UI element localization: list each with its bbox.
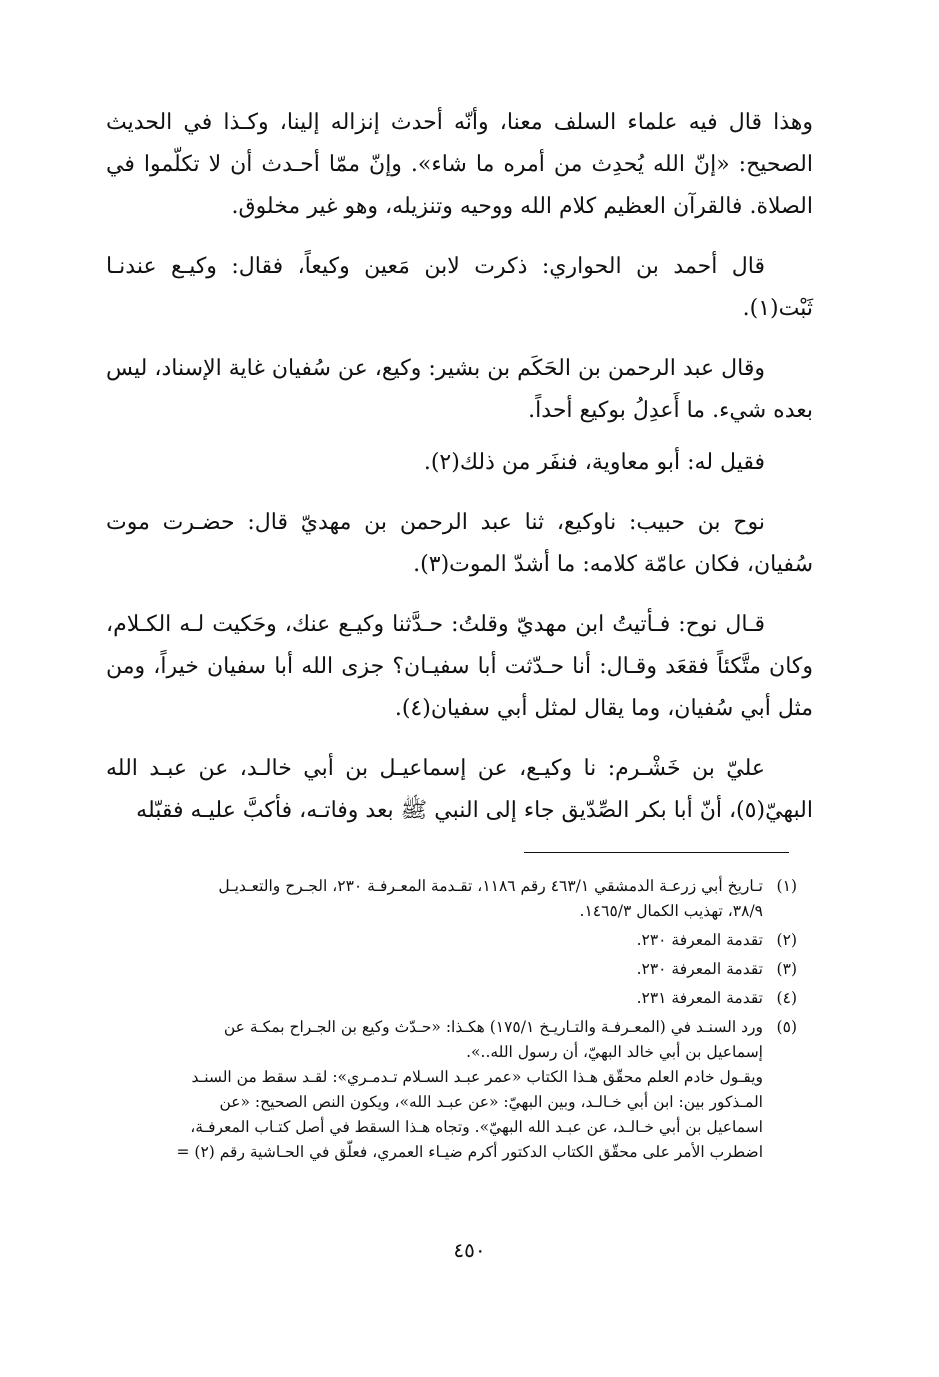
footnotes	[101, 874, 797, 1169]
footnote-line: ٣٨/٩، تهذيب الكمال ١٤٦٥/٣.	[579, 902, 763, 920]
footnote-number: (٤)	[776, 989, 797, 1007]
main-text	[106, 102, 813, 842]
footnote-line: تقدمة المعرفة ٢٣٠.	[636, 931, 763, 949]
footnote-5	[101, 1015, 797, 1165]
paragraph-7: عليّ بن خَشْـرم: نا وكيـع، عن إسماعيـل بن أبي خالـد، عن عبـد الله البهيّ(٥)، أنّ أبا بكر الصِّدّيق جاء إلى النبي ﷺ بعد وفاتـه، فأكبَّ عليـه فقبّله	[106, 756, 813, 823]
paragraph-6: قـال نوح: فـأتيتُ ابن مهديّ وقلتُ: حـدَّثنا وكيـع عنك، وحَكيت لـه الكـلام، وكان متَّكئاً فقعَد وقـال: أنا حـدّثت أبا سفيـان؟ جزى الله أبا سفيان خيراً، ومن مثل أبي سُفيان، وما يقال لمثل أبي سفيان(٤).	[106, 612, 813, 721]
footnote-2	[101, 928, 797, 953]
footnote-text	[101, 928, 763, 953]
footnote-line: المـذكور بين: ابن أبي خـالـد، وبين البهيّ: «عن عبـد الله»، ويكون النص الصحيح: «عن	[219, 1093, 763, 1111]
footnote-number: (٥)	[776, 1018, 797, 1036]
page-number: ٤٥٠	[453, 1238, 486, 1262]
footnote-1	[101, 874, 797, 924]
footnote-line: تقدمة المعرفة ٢٣٠.	[636, 960, 763, 978]
footnote-line: تـاريخ أبي زرعـة الدمشقي ٤٦٣/١ رقم ١١٨٦، تقـدمة المعـرفـة ٢٣٠، الجـرح والتعـديـل	[218, 877, 763, 895]
footnote-3	[101, 957, 797, 982]
paragraph-4: فقيل له: أبو معاوية، فنفَر من ذلك(٢).	[423, 450, 765, 475]
paragraph-5: نوح بن حبيب: ناوكيع، ثنا عبد الرحمن بن مهديّ قال: حضـرت موت سُفيان، فكان عامّة كلامه: ما أشدّ الموت(٣).	[106, 510, 813, 577]
footnote-line: اضطرب الأمر على محقّق الكتاب الدكتور أكرم ضيـاء العمري، فعلّق في الحـاشية رقم (٢) =	[176, 1143, 763, 1161]
footnote-number: (١)	[776, 877, 797, 895]
paragraph-1: وهذا قال فيه علماء السلف معنا، وأنّه أحدث إنزاله إلينا، وكـذا في الحديث الصحيح: «إنّ الله يُحدِث من أمره ما شاء». وإنّ ممّا أحـدث أن لا تكلّموا في الصلاة. فالقرآن العظيم كلام الله ووحيه وتنزيله، وهو غير مخلوق.	[106, 110, 813, 219]
footnote-text	[101, 1015, 763, 1165]
footnote-text	[101, 874, 763, 924]
footnote-line: ويقـول خادم العلم محقّق هـذا الكتاب «عمر عبـد السـلام تـدمـري»: لقـد سقط من السنـد	[191, 1068, 763, 1086]
paragraph-2: قال أحمد بن الحواري: ذكرت لابن مَعين وكيعاً، فقال: وكيـع عندنـا ثَبْت(١).	[106, 254, 813, 321]
footnote-line: ورد السنـد في (المعـرفـة والتـاريـخ ١٧٥/١) هكـذا: «حـدّث وكيع بن الجـراح بمكـة عن	[223, 1018, 763, 1036]
footnote-separator	[524, 852, 789, 853]
footnote-line: اسماعيل بن أبي خـالـد، عن عبـد الله البهيّ». وتجاه هـذا السقط في أصل كتـاب المعرفـة،	[190, 1118, 763, 1136]
footnote-line: تقدمة المعرفة ٢٣١.	[636, 989, 763, 1007]
paragraph-3: وقال عبد الرحمن بن الحَكَم بن بشير: وكيع، عن سُفيان غاية الإسناد، ليس بعده شيء. ما أَعدِلُ بوكيع أحداً.	[106, 356, 813, 423]
footnote-number: (٢)	[776, 931, 797, 949]
footnote-4	[101, 986, 797, 1011]
footnote-line: إسماعيل بن أبي خالد البهيّ، أن رسول الله..».	[466, 1043, 763, 1061]
footnote-text	[101, 986, 763, 1011]
footnote-number: (٣)	[776, 960, 797, 978]
footnote-text	[101, 957, 763, 982]
